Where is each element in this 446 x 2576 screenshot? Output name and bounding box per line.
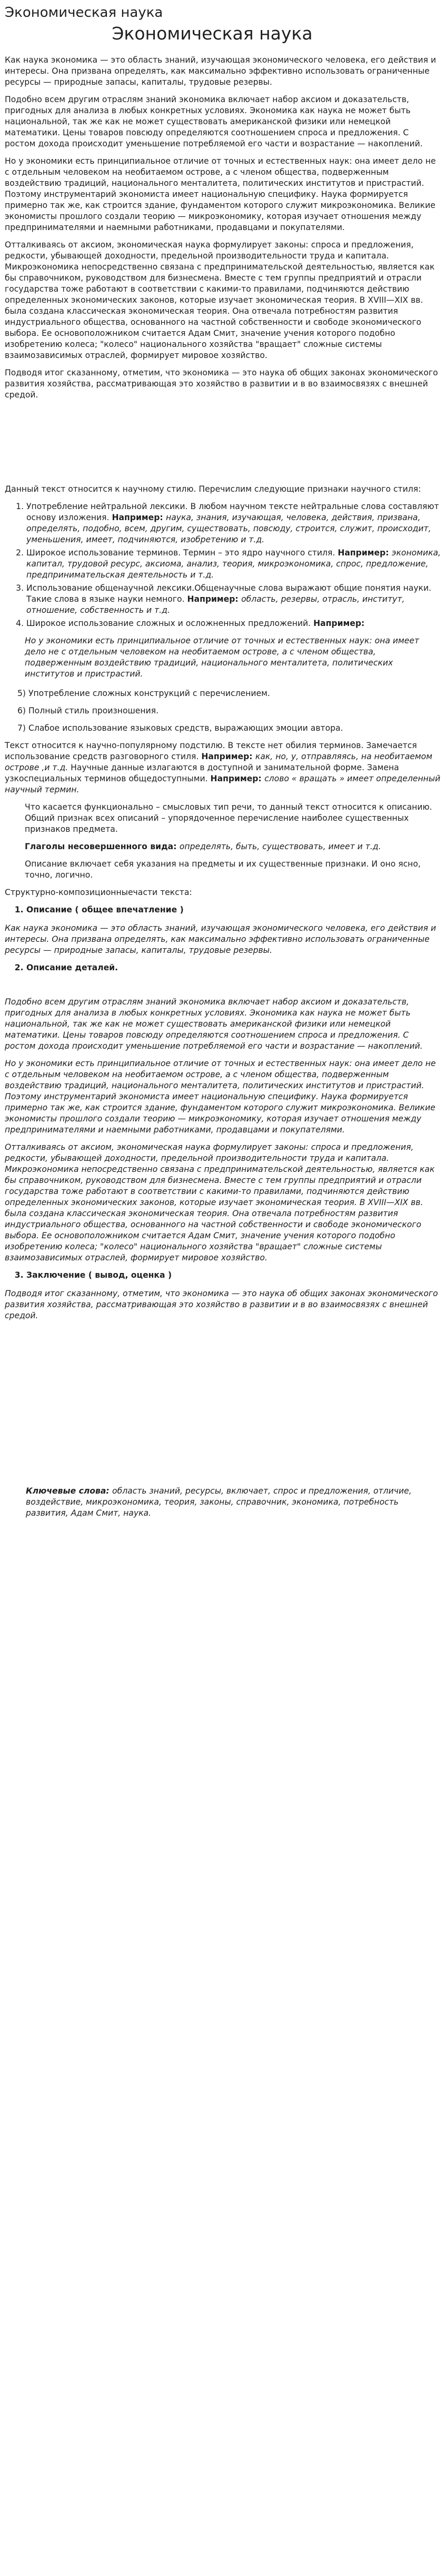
list-item: 3. Использование общенаучной лексики.Общенаучные слова выражают общие понятия науки. Такие слова в языке науки немного. Например: область, резервы, отрасль, институт, отношение, собственность и т.д.	[26, 583, 441, 616]
list-item: 7) Слабое использование языковых средств, выражающих эмоции автора.	[17, 723, 343, 733]
paragraph-3: Но у экономики есть принципиальное отличие от точных и естественных наук: она имеет дело не с отдельным человеком на необитаемом острове, а с членом общества, подверженным воздействию традиций, национального менталитета, политических институтов и пристрастий. Поэтому инструментарий экономиста имеет национальную специфику. Наука формируется примерно так же, как строится здание, фундаментом которого служит микроэкономика. Великие экономисты прошлого создали теорию — микроэкономику, которая изучает отношения между предпринимателями и наемными работниками, продавцами и покупателями.	[5, 156, 436, 232]
list-item: 3. Заключение ( вывод, оценка )	[26, 1270, 441, 1281]
paragraph-2: Подобно всем другим отраслям знаний экономика включает набор аксиом и доказательств, пригодных для анализа в любых конкретных условиях. Экономика как наука не может быть национальной, так же как не может существовать американской физики или немецкой математики. Цены товаров повсюду определяются соотношением спроса и предложения. С ростом дохода происходит уменьшение потребляемой его части и возрастание — накоплений.	[5, 95, 423, 148]
list-item: 1. Описание ( общее впечатление )	[26, 904, 441, 916]
paragraph: Подводя итог сказанному, отметим, что экономика — это наука об общих законах экономического развития хозяйства, рассматривающая это хозяйство в развитии и в во взаимосвязях с внешней средой.	[5, 1289, 438, 1320]
paragraph: Как наука экономика — это область знаний, изучающая экономического человека, его действия и интересы. Она призвана определять, как максимально эффективно использовать ограниченные ресурсы — природные запасы, капиталы, трудовые резервы.	[5, 923, 437, 955]
blank-space	[5, 1328, 441, 1407]
keywords-line: Ключевые слова: область знаний, ресурсы, включает, спрос и предложения, отличие, воздействие, микроэкономика, теория, законы, справочник, экономика, потребность развития, Адам Смит, наука.	[26, 1486, 412, 1518]
example-quote: Но у экономики есть принципиальное отличие от точных и естественных наук: она имеет дело не с отдельным человеком на необитаемом острове, а с членом общества, подверженным воздействию традиций, национального менталитета, политических институтов и пристрастий.	[25, 636, 419, 679]
structure-part-2-text	[5, 997, 441, 1264]
style-features-list	[5, 501, 441, 629]
blank-space	[5, 452, 441, 484]
list-item: 5) Употребление сложных конструкций с перечислением.	[17, 689, 270, 698]
list-item: 4. Широкое использование сложных и осложненных предложений. Например:	[26, 618, 441, 629]
structure-part-3	[5, 1270, 441, 1281]
structure-part-1-text	[5, 923, 441, 956]
structure-part-2	[5, 962, 441, 973]
paragraph: Отталкиваясь от аксиом, экономическая наука формулирует законы: спроса и предложения, редкости, убывающей доходности, предельной производительности труда и капитала. Микроэкономика непосредственно связана с предпринимательской деятельностью, является как бы справочником, руководством для бизнесмена. Вместе с тем группы предприятий и отрасли государства тоже работают в соответствии с какими-то правилами, подчиняются действию определенных экономических законов, которые изучает экономическая теория. В XVIII—XIX вв. была создана классическая экономическая теория. Она отвечала потребностям развития индустриального общества, основанного на частной собственности и свободе экономического выбора. Ее основоположником считается Адам Смит, значение учения которого подобно изобретению колеса; "колесо" национального хозяйства "вращает" сложные системы взаимозависимых отраслей, формирует мировое хозяйство.	[5, 1142, 435, 1262]
document-title: Экономическая наука	[5, 5, 163, 21]
description-paragraph: Описание включает себя указания на предметы и их существенные признаки. И оно ясно, точно, логично.	[25, 859, 421, 880]
blank-space	[5, 981, 441, 997]
structure-part-3-text	[5, 1288, 441, 1321]
additional-features	[17, 688, 441, 734]
structure-heading: Структурно-композиционныечасти текста:	[5, 888, 192, 897]
blank-space	[5, 407, 441, 452]
paragraph: Но у экономики есть принципиальное отличие от точных и естественных наук: она имеет дело не с отдельным человеком на необитаемом острове, а с членом общества, подверженным воздействию традиций, национального менталитета, политических институтов и пристрастий. Поэтому инструментарий экономиста имеет национальную специфику. Наука формируется примерно так же, как строится здание, фундаментом которого служит микроэкономика. Великие экономисты прошлого создали теорию — микроэкономику, которая изучает отношения между предпринимателями и наемными работниками, продавцами и покупателями.	[5, 1059, 436, 1135]
paragraph-5: Подводя итог сказанному, отметим, что экономика — это наука об общих законах экономического развития хозяйства, рассматривающая это хозяйство в развитии и в во взаимосвязях с внешней средой.	[5, 368, 438, 400]
popsci-paragraph: Текст относится к научно-популярному подстилю. В тексте нет обилия терминов. Замечается использование средств разговорного стиля. Например: как, но, у, отправляясь, на необитаемом острове ,и т.д. Научные данные излагаются в доступной и занимательной форме. Замена узкоспециальных терминов общедоступными. Например: слово « вращать » имеет определенный научный термин.	[5, 741, 441, 794]
list-item: 2. Описание деталей.	[26, 962, 441, 973]
article-heading: Экономическая наука	[112, 23, 313, 44]
analysis-intro: Данный текст относится к научному стилю. Перечислим следующие признаки научного стиля:	[5, 484, 421, 494]
list-item: 6) Полный стиль произношения.	[17, 706, 159, 715]
verbs-paragraph: Глаголы несовершенного вида: определять, быть, существовать, имеет и т.д.	[25, 842, 381, 851]
blank-space	[5, 1407, 441, 1486]
structure-part-1	[5, 904, 441, 916]
paragraph-4: Отталкиваясь от аксиом, экономическая наука формулирует законы: спроса и предложения, редкости, убывающей доходности, предельной производительности труда и капитала. Микроэкономика непосредственно связана с предпринимательской деятельностью, является как бы справочником, руководством для бизнесмена. Вместе с тем группы предприятий и отрасли государства тоже работают в соответствии с какими-то правилами, подчиняются действию определенных экономических законов, которые изучает экономическая теория. В XVIII—XIX вв. была создана классическая экономическая теория. Она отвечала потребностям развития индустриального общества, основанного на частной собственности и свободе экономического выбора. Ее основоположником считается Адам Смит, значение учения которого подобно изобретению колеса; "колесо" национального хозяйства "вращает" сложные системы взаимозависимых отраслей, формирует мировое хозяйство.	[5, 240, 435, 360]
paragraph-1: Как наука экономика — это область знаний, изучающая экономического человека, его действия и интересы. Она призвана определять, как максимально эффективно использовать ограниченные ресурсы — природные запасы, капиталы, трудовые резервы.	[5, 55, 437, 87]
list-item: 1. Употребление нейтральной лексики. В любом научном тексте нейтральные слова составляют основу изложения. Например: наука, знания, изучающая, человека, действия, призвана, определять, подобно, всем, другим, существовать, повсюду, строится, служит, происходит, уменьшения, имеет, подчиняются, изобретению и т.д.	[26, 501, 441, 545]
functional-type-paragraph: Что касается функционально – смысловых тип речи, то данный текст относится к описанию. Общий признак всех описаний – упорядоченное перечисление наиболее существенных признаков предмета.	[25, 802, 432, 834]
list-item: 2. Широкое использование терминов. Термин – это ядро научного стиля. Например: экономика, капитал, трудовой ресурс, аксиома, анализ, теория, микроэкономика, спрос, предложение, предпринимательская деятельность и т.д.	[26, 548, 441, 581]
paragraph: Подобно всем другим отраслям знаний экономика включает набор аксиом и доказательств, пригодных для анализа в любых конкретных условиях. Экономика как наука не может быть национальной, так же как не может существовать американской физики или немецкой математики. Цены товаров повсюду определяются соотношением спроса и предложения. С ростом дохода происходит уменьшение потребляемой его части и возрастание — накоплений.	[5, 997, 423, 1051]
